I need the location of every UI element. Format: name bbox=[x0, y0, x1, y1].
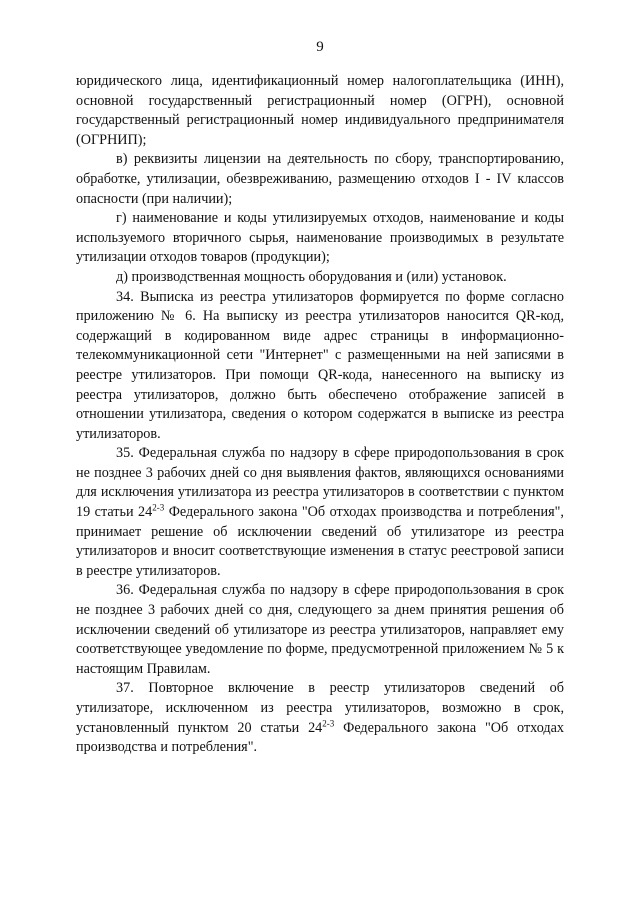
paragraph-35-superscript: 2-3 bbox=[152, 502, 165, 513]
paragraph-37-text-a: 37. Повторное включение в реестр утилизаторов сведений об утилизаторе, исключенном из реестра утилизаторов, возможно в срок, установленный пунктом 20 статьи 24 bbox=[76, 680, 564, 736]
paragraph-item-d-capacity: д) производственная мощность оборудования и (или) установок. bbox=[116, 268, 507, 285]
paragraph-legal-entity-ids: юридического лица, идентификационный номер налогоплательщика (ИНН), основной государственный регистрационный номер (ОГРН), основной государственный регистрационный номер индивидуального предпринимателя (ОГРНИП); bbox=[76, 73, 564, 148]
paragraph-item-g-waste-codes: г) наименование и коды утилизируемых отходов, наименование и коды используемого вторичного сырья, наименование производимых в результате утилизации отходов товаров (продукции); bbox=[76, 210, 564, 266]
paragraph-34-registry-extract: 34. Выписка из реестра утилизаторов формируется по форме согласно приложению № 6. На выписку из реестра утилизаторов наносится QR-код, содержащий в кодированном виде адрес страницы в информационно-телекоммуникационной сети "Интернет" с размещенными на ней записями в реестре утилизаторов. При помощи QR-кода, нанесенного на выписку из реестра утилизаторов, должно быть обеспечено отображение записей в отношении утилизатора, сведения о котором содержатся в выписке из реестра утилизаторов. bbox=[76, 288, 564, 442]
page-number: 9 bbox=[316, 39, 324, 55]
paragraph-36-notification: 36. Федеральная служба по надзору в сфере природопользования в срок не позднее 3 рабочих дней со дня, следующего за днем принятия решения об исключении сведений об утилизаторе из реестра утилизаторов, направляет ему соответствующее уведомление по форме, предусмотренной приложением № 5 к настоящим Правилам. bbox=[76, 582, 564, 677]
paragraph-37-text-b: Федерального закона "Об отходах производства и потребления". bbox=[76, 719, 564, 756]
paragraph-35-exclusion-decision bbox=[76, 444, 564, 581]
paragraph-35-text-a: 35. Федеральная служба по надзору в сфере природопользования в срок не позднее 3 рабочих дней со дня выявления фактов, являющихся основаниями для исключения утилизатора из реестра утилизаторов в соответствии с пунктом 19 статьи 24 bbox=[76, 445, 564, 521]
document-body bbox=[76, 72, 564, 758]
paragraph-35-text-b: Федерального закона "Об отходах производства и потребления", принимает решение об исключении сведений об утилизаторе из реестра утилизаторов и вносит соответствующие изменения в статус реестровой записи в реестре утилизаторов. bbox=[76, 504, 564, 579]
paragraph-37-re-inclusion bbox=[76, 679, 564, 757]
paragraph-item-v-license: в) реквизиты лицензии на деятельность по сбору, транспортированию, обработке, утилизации, обезвреживанию, размещению отходов I - IV классов опасности (при наличии); bbox=[76, 151, 564, 207]
paragraph-37-superscript: 2-3 bbox=[322, 717, 335, 728]
